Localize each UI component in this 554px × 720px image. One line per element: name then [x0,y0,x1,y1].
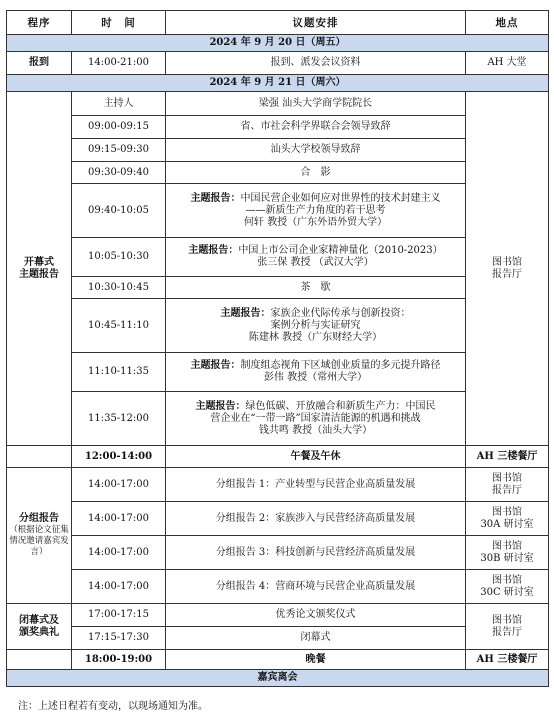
schedule-agenda: 分组报告 3：科技创新与民营经济高质量发展 [166,536,466,570]
agenda-table [6,10,549,687]
lunch-agenda: 午餐及午休 [166,446,466,468]
group-program: 分组报告 [19,513,59,524]
dinner-row [7,650,549,670]
lunch-location: AH 三楼餐厅 [466,446,549,468]
keynote-title: 中国上市公司企业家精神量化（2010-2023） [238,245,443,256]
keynote-speaker: 彭伟 教授（常州大学） [263,372,368,383]
footnote: 注：上述日程若有变动，以现场通知为准。 [18,701,208,712]
group-row [7,536,549,570]
header-location: 地点 [466,11,549,35]
dinner-agenda: 晚餐 [166,650,466,670]
keynote-label: 主题报告： [190,360,241,371]
schedule-agenda: 汕头大学校领导致辞 [166,139,466,162]
opening-program: 开幕式 主题报告 [7,92,72,446]
header-program: 程序 [7,11,72,35]
schedule-agenda: 闭幕式 [166,627,466,650]
group-row [7,468,549,502]
schedule-agenda: 优秀论文颁奖仪式 [166,604,466,627]
closing-program: 闭幕式及 颁奖典礼 [7,604,72,650]
opening-row [7,92,549,116]
schedule-time: 11:10-11:35 [72,353,166,392]
keynote-cell [166,353,466,392]
registration-time: 14:00-21:00 [72,52,166,75]
keynote-speaker: 陈建林 教授（广东财经大学） [248,331,383,343]
schedule-agenda: 合 影 [166,162,466,184]
closing-location: 图书馆 报告厅 [466,604,549,650]
registration-agenda: 报到、派发会议资料 [166,52,466,75]
group-program-note: （根据论文征集情况邀请嘉宾发言） [9,525,69,557]
schedule-time: 10:05-10:30 [72,238,166,277]
keynote-label: 主题报告： [190,192,241,204]
group-row [7,570,549,604]
keynote-subtitle: 营企业在“一带一路”国家清洁能源的机遇和挑战 [210,412,421,424]
keynote-title: 家族企业代际传承与创新投资： [270,307,411,319]
farewell-row [7,670,549,687]
schedule-time: 09:40-10:05 [72,184,166,238]
group-location: 图书馆 报告厅 [466,468,549,502]
lunch-row [7,446,549,468]
schedule-time: 10:30-10:45 [72,277,166,299]
header-agenda: 议题安排 [166,11,466,35]
schedule-time: 09:00-09:15 [72,116,166,139]
registration-program: 报到 [7,52,72,75]
schedule-time: 17:00-17:15 [72,604,166,627]
schedule-time: 14:00-17:00 [72,502,166,536]
day2-date-row [7,75,549,92]
keynote-title: 绿色低碳、开放融合和新质生产力：中国民 [245,400,436,412]
day1-date: 2024 年 9 月 20 日（周五） [7,35,549,52]
keynote-subtitle: ——新质生产力角度的若干思考 [245,204,386,216]
day2-date: 2024 年 9 月 21 日（周六） [7,75,549,92]
group-row [7,502,549,536]
schedule-time: 09:15-09:30 [72,139,166,162]
schedule-time: 17:15-17:30 [72,627,166,650]
opening-location: 图书馆 报告厅 [466,92,549,446]
schedule-agenda: 省、市社会科学界联合会领导致辞 [166,116,466,139]
header-row [7,11,549,35]
registration-location: AH 大堂 [466,52,549,75]
keynote-label: 主题报告： [220,307,271,319]
keynote-cell [166,238,466,277]
group-location: 图书馆 30C 研讨室 [466,570,549,604]
schedule-time: 14:00-17:00 [72,570,166,604]
keynote-subtitle: 案例分析与实证研究 [270,319,361,331]
keynote-speaker: 钱共鸣 教授（汕头大学） [258,424,373,436]
schedule-agenda: 分组报告 2：家族涉入与民营经济高质量发展 [166,502,466,536]
schedule-time: 主持人 [72,92,166,116]
closing-row [7,604,549,627]
keynote-cell [166,299,466,353]
farewell: 嘉宾离会 [7,670,549,687]
schedule-agenda: 茶 歇 [166,277,466,299]
schedule-time: 10:45-11:10 [72,299,166,353]
keynote-speaker: 张三保 教授 （武汉大学） [257,257,374,268]
schedule-time: 09:30-09:40 [72,162,166,184]
keynote-cell [166,392,466,446]
schedule-time: 14:00-17:00 [72,536,166,570]
group-location: 图书馆 30A 研讨室 [466,502,549,536]
schedule-agenda: 分组报告 4：营商环境与民营企业高质量发展 [166,570,466,604]
header-time: 时 间 [72,11,166,35]
schedule-time: 11:35-12:00 [72,392,166,446]
schedule-time: 14:00-17:00 [72,468,166,502]
day1-date-row [7,35,549,52]
schedule-agenda: 分组报告 1：产业转型与民营企业高质量发展 [166,468,466,502]
group-location: 图书馆 30B 研讨室 [466,536,549,570]
keynote-label: 主题报告： [195,400,246,412]
schedule-agenda: 梁强 汕头大学商学院院长 [166,92,466,116]
keynote-title: 中国民营企业如何应对世界性的技术封建主义 [240,192,441,204]
keynote-speaker: 何轩 教授（广东外语外贸大学） [243,216,388,228]
dinner-time: 18:00-19:00 [72,650,166,670]
keynote-cell [166,184,466,238]
day1-registration-row [7,52,549,75]
dinner-location: AH 三楼餐厅 [466,650,549,670]
keynote-label: 主题报告： [188,245,239,256]
group-program-cell [7,468,72,604]
keynote-title: 制度组态视角下区域创业质量的多元提升路径 [240,360,441,371]
lunch-time: 12:00-14:00 [72,446,166,468]
